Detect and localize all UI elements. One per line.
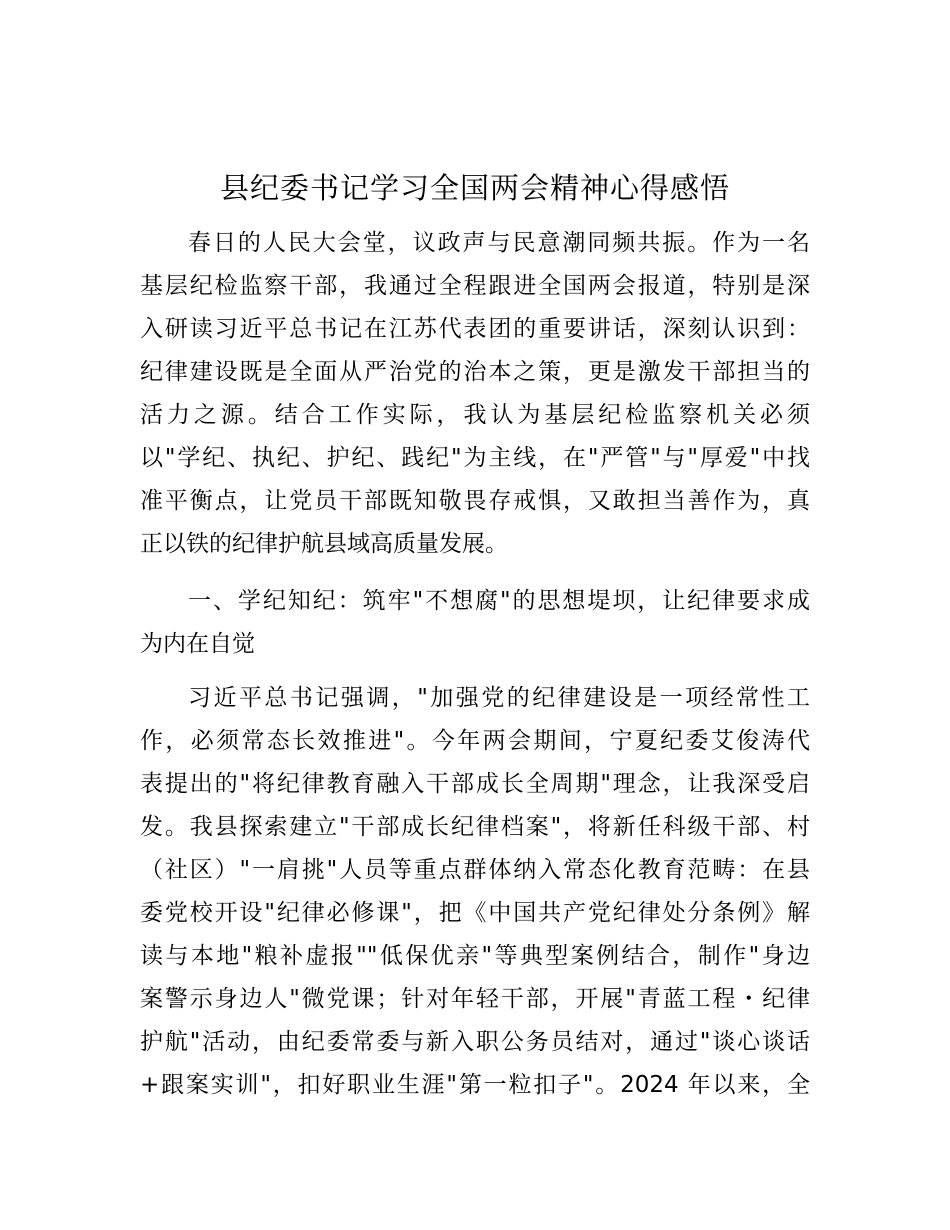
intro-line: 基层纪检监察干部，我通过全程跟进全国两会报道，特别是深 — [140, 273, 810, 299]
section-body-line: 发。我县探索建立"干部成长纪律档案"，将新任科级干部、村 — [140, 814, 810, 840]
intro-line: 活力之源。结合工作实际，我认为基层纪检监察机关必须 — [140, 402, 810, 428]
section-body-line: 委党校开设"纪律必修课"，把《中国共产党纪律处分条例》解 — [140, 900, 810, 926]
intro-line: 纪律建设既是全面从严治党的治本之策，更是激发干部担当的 — [140, 359, 810, 385]
section-heading-line: 一、学纪知纪：筑牢"不想腐"的思想堤坝，让纪律要求成 — [188, 588, 810, 614]
section-body-line: 表提出的"将纪律教育融入干部成长全周期"理念，让我深受启 — [140, 771, 810, 797]
intro-line: 以"学纪、执纪、护纪、践纪"为主线，在"严管"与"厚爱"中找 — [140, 445, 810, 471]
intro-line: 春日的人民大会堂，议政声与民意潮同频共振。作为一名 — [188, 230, 810, 256]
section-body-line: 读与本地"粮补虚报""低保优亲"等典型案例结合，制作"身边 — [140, 943, 810, 969]
document-title: 县纪委书记学习全国两会精神心得感悟 — [219, 171, 730, 205]
section-body-line: 护航"活动，由纪委常委与新入职公务员结对，通过"谈心谈话 — [140, 1029, 810, 1055]
section-body-line: 习近平总书记强调，"加强党的纪律建设是一项经常性工 — [188, 685, 810, 711]
section-body-line: +跟案实训"，扣好职业生涯"第一粒扣子"。2024 年以来，全 — [140, 1072, 810, 1098]
intro-line: 准平衡点，让党员干部既知敬畏存戒惧，又敢担当善作为，真 — [140, 488, 810, 514]
section-body-line: 案警示身边人"微党课；针对年轻干部，开展"青蓝工程・纪律 — [140, 986, 810, 1012]
intro-line: 入研读习近平总书记在江苏代表团的重要讲话，深刻认识到： — [140, 316, 810, 342]
section-heading-line: 为内在自觉 — [140, 631, 255, 657]
section-body-line: （社区）"一肩挑"人员等重点群体纳入常态化教育范畴：在县 — [140, 857, 810, 883]
intro-line: 正以铁的纪律护航县域高质量发展。 — [140, 531, 508, 557]
section-body-line: 作，必须常态长效推进"。今年两会期间，宁夏纪委艾俊涛代 — [140, 728, 810, 754]
